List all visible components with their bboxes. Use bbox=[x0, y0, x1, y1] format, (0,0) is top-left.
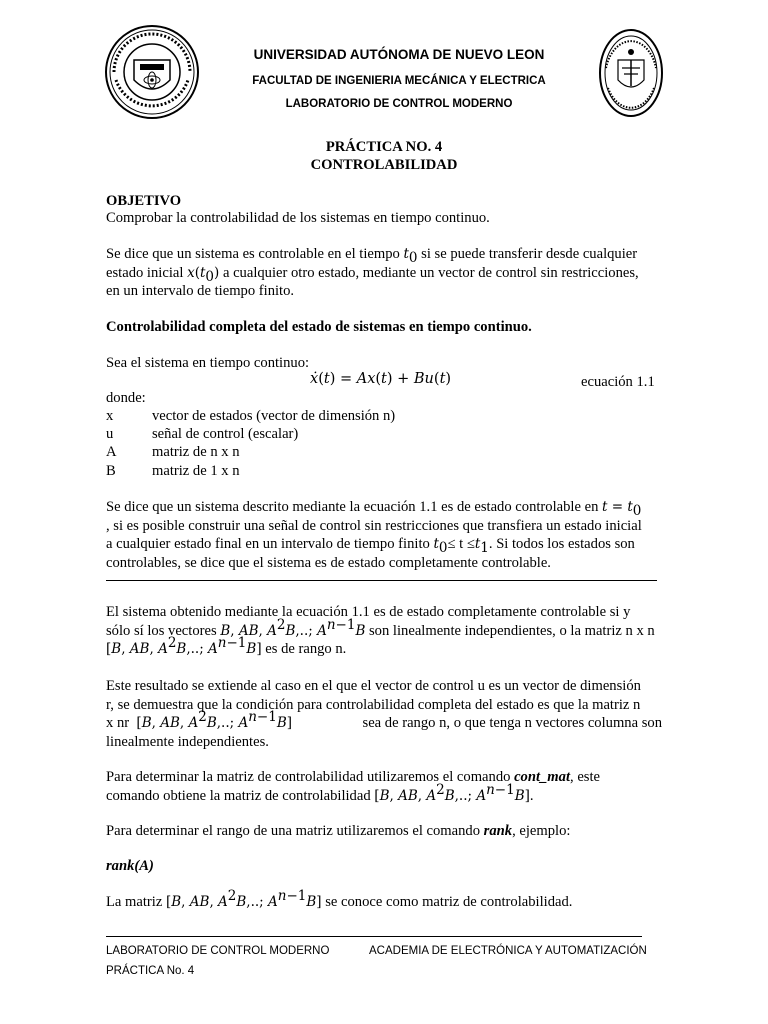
university-name: UNIVERSIDAD AUTÓNOMA DE NUEVO LEON bbox=[253, 47, 545, 62]
objective-heading: OBJETIVO bbox=[106, 193, 182, 209]
definition-row: x vector de estados (vector de dimensión n) bbox=[106, 408, 396, 424]
system-intro: Sea el sistema en tiempo continuo: bbox=[106, 355, 310, 371]
definitions-list bbox=[106, 407, 395, 480]
footer-practice: PRÁCTICA No. 4 bbox=[106, 965, 195, 977]
faculty-name: FACULTAD DE INGENIERIA MECÁNICA Y ELECTRICA bbox=[252, 75, 546, 87]
cont-mat-paragraph: Para determinar la matriz de controlabilidad utilizaremos el comando cont_mat, este comando obtiene la matriz de controlabilidad [B, AB, $A^2B$,..; $A^{n-1}B$]. bbox=[106, 769, 601, 804]
controllability-definition: Se dice que un sistema es controlable en el tiempo $t_0$ si se puede transferir desde cualquier estado inicial $x(t_0)$ a cualquier otro estado, mediante un vector de control sin restricciones, en un intervalo de tiempo finito. bbox=[106, 246, 639, 299]
definition-row: u señal de control (escalar) bbox=[106, 426, 299, 443]
state-equation: ẋ(t) = Ax(t) + Bu(t) bbox=[310, 371, 452, 387]
uanl-logo bbox=[104, 24, 200, 120]
practice-number: PRÁCTICA NO. 4 bbox=[325, 139, 443, 155]
equation-label: ecuación 1.1 bbox=[581, 374, 655, 390]
footer-rule bbox=[106, 936, 642, 937]
state-controllability-paragraph: Se dice que un sistema descrito mediante la ecuación 1.1 es de estado controlable en $t = t_0$ , si es posible construir una señal de control sin restricciones que transfiera un estado inicial a cualquier estado final en un intervalo de tiempo finito $t_0\le t \le t_1$. Si todos los estados son controlables, se dice que el sistema es de estado completamente controlable. bbox=[106, 499, 642, 571]
practice-title: CONTROLABILIDAD bbox=[310, 157, 458, 173]
definition-row: B matriz de 1 x n bbox=[106, 462, 240, 479]
rank-example: rank(A) bbox=[106, 858, 154, 874]
divider-line bbox=[106, 580, 657, 581]
definition-row: A matriz de n x n bbox=[106, 444, 240, 461]
objective-text: Comprobar la controlabilidad de los sistemas en tiempo continuo. bbox=[106, 210, 490, 226]
fime-logo bbox=[598, 28, 664, 118]
rank-condition-paragraph: El sistema obtenido mediante la ecuación 1.1 es de estado completamente controlable si y sólo sí los vectores B, AB, $A^2B$,..; $A^{n-1}B$ son linealmente independientes, o la matriz n x n [B, AB, $A^2B$,..; $A^{n-1}B$] es de rango n. bbox=[106, 604, 655, 657]
rank-paragraph: Para determinar el rango de una matriz utilizaremos el comando rank, ejemplo: bbox=[106, 823, 571, 839]
lab-name: LABORATORIO DE CONTROL MODERNO bbox=[285, 98, 513, 110]
vector-control-paragraph: Este resultado se extiende al caso en el que el vector de control u es un vector de dimensión r, se demuestra que la condición para controlabilidad completa del estado es que la matriz n x nr [B, AB, $A^2B$,..; $A^{n-1}B$] sea de rango n, o que tenga n vectores columna son linealmente independientes. bbox=[106, 678, 662, 750]
footer-academy: ACADEMIA DE ELECTRÓNICA Y AUTOMATIZACIÓN bbox=[369, 945, 647, 957]
footer-lab: LABORATORIO DE CONTROL MODERNO bbox=[106, 945, 330, 957]
controllability-matrix-paragraph: La matriz [B, AB, $A^2B$,..; $A^{n-1}B$] se conoce como matriz de controlabilidad. bbox=[106, 888, 573, 910]
section-heading: Controlabilidad completa del estado de sistemas en tiempo continuo. bbox=[106, 319, 532, 335]
donde-label: donde: bbox=[106, 390, 146, 406]
